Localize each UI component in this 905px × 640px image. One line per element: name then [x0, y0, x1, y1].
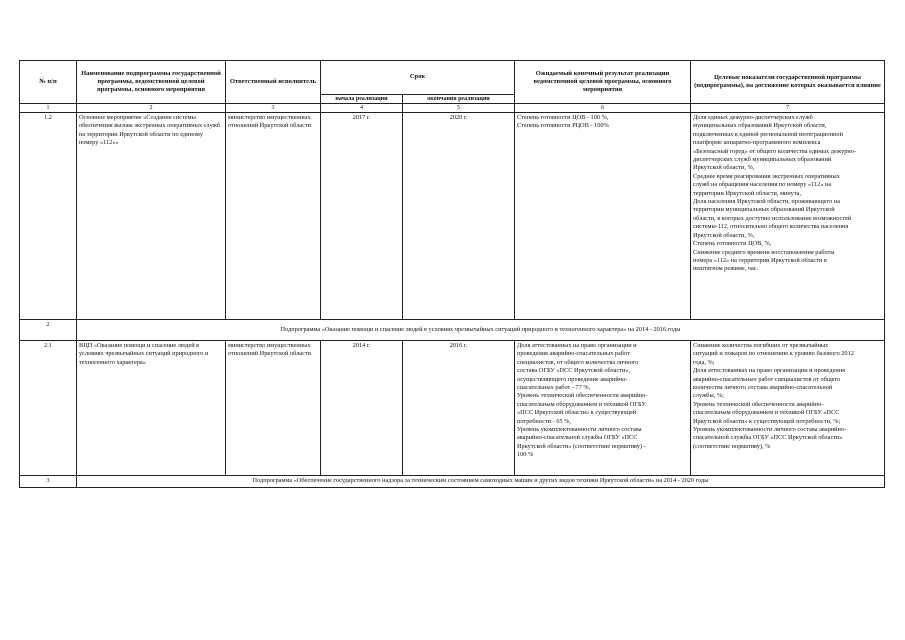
indicator-line: платформе аппаратно-программного комплекса — [693, 139, 821, 147]
header-term: Срок — [321, 61, 515, 95]
indicator-line: служб на обращения населения по номеру «112» на — [693, 181, 832, 189]
column-number: 3 — [226, 104, 321, 113]
subprogram-title: Подпрограмма «Оказание помощи и спасение людей в условиях чрезвычайных ситуаций природного и техногенного характера» на 2014 - 2016 годы — [77, 320, 885, 341]
column-number: 2 — [77, 104, 226, 113]
row-result — [515, 341, 691, 476]
header-name: Наименование подпрограммы государственной программы, ведомственной целевой программы, основного мероприятия — [77, 61, 226, 104]
row-number: 1.2 — [20, 113, 77, 320]
row-number: 2.1 — [20, 341, 77, 476]
row-end: 2016 г. — [403, 341, 515, 476]
indicator-line: спасательным оборудованием и техникой ОГБУ «ПСС — [693, 409, 840, 417]
table-row — [20, 113, 885, 320]
indicator-line: муниципальных образований Иркутской области, — [693, 122, 827, 130]
result-line: осуществляющего проведение аварийно- — [517, 375, 628, 383]
result-line: Степень готовности РЦОВ - 100% — [517, 122, 609, 130]
result-line: спасательным оборудованием и техникой ОГБУ — [517, 400, 646, 408]
indicator-line: Степень готовности ЦОВ, %, — [693, 240, 772, 248]
row-executor: министерство имущественных отношений Иркутской области — [226, 113, 321, 320]
result-line: Степень готовности ЦОВ - 100 %, — [517, 114, 609, 121]
indicator-line: спасательной службы ОГБУ «ПСС Иркутской области» — [693, 434, 843, 442]
indicator-line: аварийно-спасательных работ специалистов от общего — [693, 375, 841, 383]
column-number: 6 — [515, 104, 691, 113]
header-row — [20, 61, 885, 95]
column-number: 4 — [321, 104, 403, 113]
subprogram-number: 2 — [20, 320, 77, 341]
header-term-end: окончания реализации — [403, 94, 515, 103]
indicator-line: года, %; — [693, 358, 715, 366]
subprogram-row — [20, 320, 885, 341]
indicator-line: Доля единых дежурно-диспетчерских служб — [693, 114, 813, 121]
indicator-line: Среднее время реагирования экстренных оперативных — [693, 172, 840, 180]
program-table — [19, 60, 885, 488]
result-line: «ПСС Иркутской области» к существующей — [517, 409, 637, 417]
indicator-line: территории Иркутской области, минута, — [693, 189, 802, 197]
row-indicators — [691, 113, 885, 320]
result-line: специалистов, от общего количества личного — [517, 358, 639, 366]
indicator-line: «Безопасный город» от общего количества единых дежурно- — [693, 147, 857, 155]
header-number: № п/п — [20, 61, 77, 104]
indicator-line: (соответствие нормативу), % — [693, 442, 771, 450]
result-line: потребности - 65 %, — [517, 417, 571, 425]
indicator-line: Снижение среднего времени восстановления работы — [693, 248, 835, 256]
result-line: Иркутской области» (соответствие нормативу) - — [517, 442, 646, 450]
result-line: аварийно-спасательной службы ОГБУ «ПСС — [517, 434, 638, 442]
result-line: 100 % — [517, 451, 534, 459]
result-line: состава ОГБУ «ПСС Иркутской области», — [517, 367, 631, 375]
row-end: 2020 г. — [403, 113, 515, 320]
column-number-row — [20, 104, 885, 113]
header-result: Ожидаемый конечный результат реализации ведомственной целевой программы, основного мероприятия — [515, 61, 691, 104]
row-start: 2014 г. — [321, 341, 403, 476]
indicator-line: Снижение количества погибших от чрезвычайных — [693, 342, 829, 349]
subprogram-title: Подпрограмма «Обеспечение государственного надзора за техническим состоянием самоходных машин и других видов техники Иркутской области» на 2014 - 2020 годы — [77, 476, 885, 488]
indicator-line: Иркутской области» к существующей потребности, %; — [693, 417, 841, 425]
indicator-line: Уровень технической обеспеченности аварийно- — [693, 400, 824, 408]
subprogram-row — [20, 476, 885, 488]
column-number: 5 — [403, 104, 515, 113]
indicator-line: подключенных к единой региональной интеграционной — [693, 130, 843, 138]
header-indicators: Целевые показатели государственной программы (подпрограммы), на достижение которых оказывается влияние — [691, 61, 885, 104]
result-line: спасательных работ - 77 %, — [517, 384, 591, 392]
row-indicators — [691, 341, 885, 476]
indicator-line: службы, %; — [693, 392, 724, 400]
header-term-start: начала реализации — [321, 94, 403, 103]
indicator-line: Иркутской области, %, — [693, 164, 755, 172]
row-result — [515, 113, 691, 320]
indicator-line: системы-112, относительно общего количества населения — [693, 223, 849, 231]
indicator-line: нештатном режиме, час. — [693, 265, 759, 273]
subprogram-number: 3 — [20, 476, 77, 488]
result-line: Уровень технической обеспеченности аварийно- — [517, 392, 648, 400]
column-number: 7 — [691, 104, 885, 113]
indicator-line: области, в которых доступно использование возможностей — [693, 214, 852, 222]
indicator-line: территории муниципальных образований Иркутской — [693, 206, 835, 214]
indicator-line: количества личного состава аварийно-спасательной — [693, 384, 833, 392]
indicator-line: диспетчерских служб муниципальных образований — [693, 156, 832, 164]
result-line: проведения аварийно-спасательных работ — [517, 350, 630, 358]
indicator-line: номера «112» на территории Иркутской области в — [693, 256, 827, 264]
result-line: Уровень укомплектованности личного состава — [517, 426, 642, 434]
indicator-line: ситуаций и пожаров по отношению к уровню базового 2012 — [693, 350, 854, 358]
row-name: ВЦП «Оказание помощи и спасение людей в условиях чрезвычайных ситуаций природного и техногенного характера» — [77, 341, 226, 476]
header-executor: Ответственный исполнитель — [226, 61, 321, 104]
row-executor: министерство имущественных отношений Иркутской области — [226, 341, 321, 476]
result-line: Доля аттестованных на право организации и — [517, 342, 637, 349]
indicator-line: Уровень укомплектованности личного состава аварийно- — [693, 426, 847, 434]
row-start: 2017 г. — [321, 113, 403, 320]
indicator-line: Доля аттестованных на право организации и проведения — [693, 367, 846, 375]
table-row — [20, 341, 885, 476]
column-number: 1 — [20, 104, 77, 113]
indicator-line: Доля населения Иркутской области, проживающего на — [693, 198, 840, 206]
row-name: Основное мероприятие «Создание системы обеспечения вызова экстренных оперативных служб на территории Иркутской области по единому номеру «112»» — [77, 113, 226, 320]
indicator-line: Иркутской области, %, — [693, 231, 755, 239]
